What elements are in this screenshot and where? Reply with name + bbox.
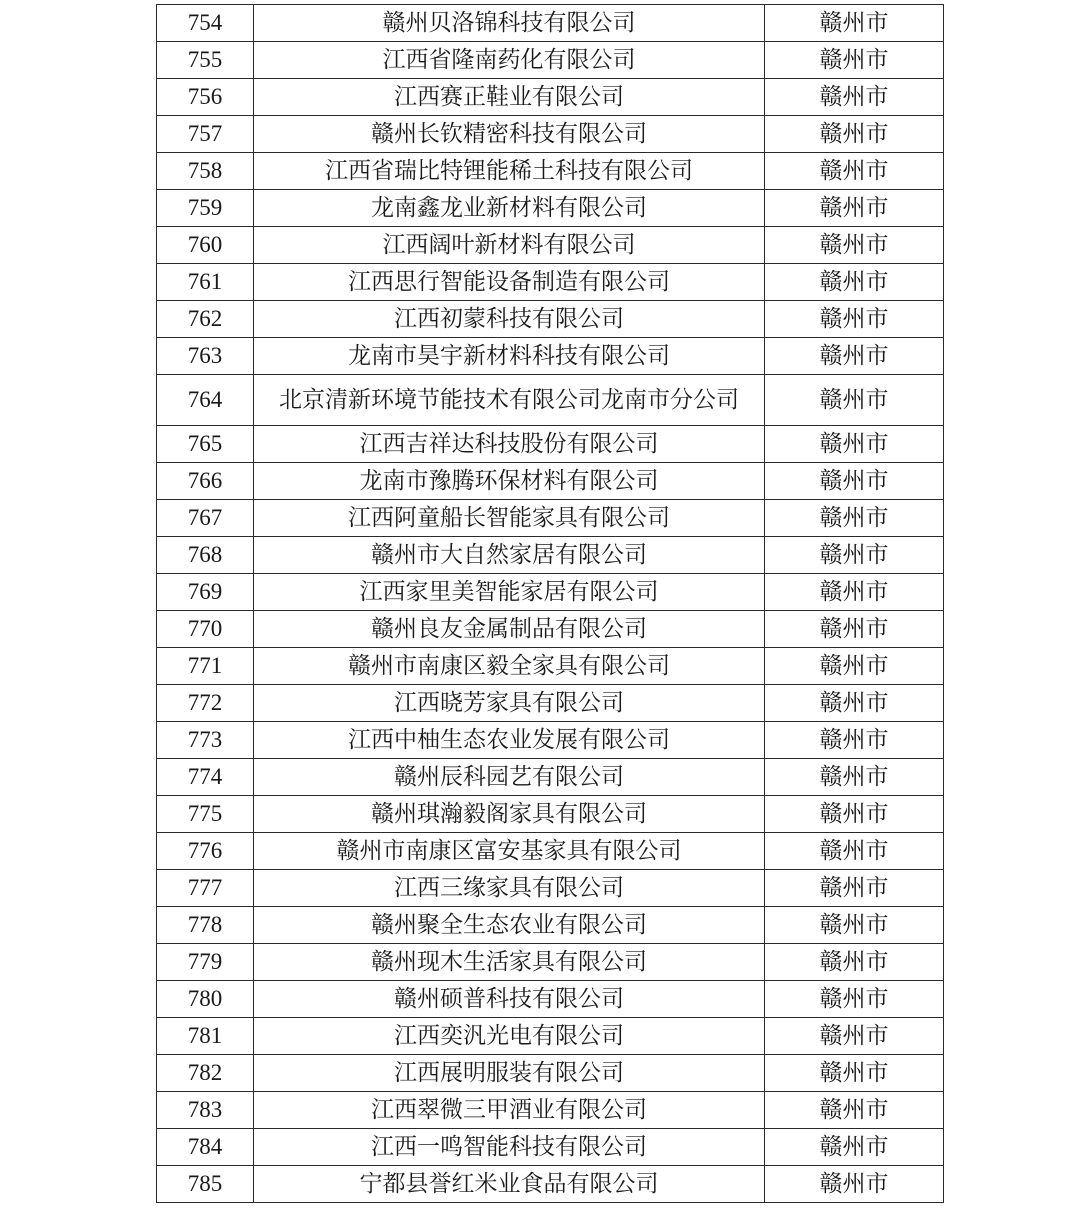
- company-name: 江西赛正鞋业有限公司: [254, 79, 765, 116]
- table-row: [157, 722, 944, 759]
- city-name: 赣州市: [765, 537, 944, 574]
- company-name: 赣州长钦精密科技有限公司: [254, 116, 765, 153]
- city-name: 赣州市: [765, 301, 944, 338]
- city-name: 赣州市: [765, 685, 944, 722]
- city-name: 赣州市: [765, 833, 944, 870]
- row-number: 760: [157, 227, 254, 264]
- row-number: 767: [157, 500, 254, 537]
- city-name: 赣州市: [765, 264, 944, 301]
- city-name: 赣州市: [765, 648, 944, 685]
- city-name: 赣州市: [765, 190, 944, 227]
- row-number: 785: [157, 1166, 254, 1203]
- company-name: 赣州琪瀚毅阁家具有限公司: [254, 796, 765, 833]
- table-row: [157, 116, 944, 153]
- city-name: 赣州市: [765, 722, 944, 759]
- table-row: [157, 301, 944, 338]
- city-name: 赣州市: [765, 500, 944, 537]
- city-name: 赣州市: [765, 1166, 944, 1203]
- table-row: [157, 685, 944, 722]
- company-name: 北京清新环境节能技术有限公司龙南市分公司: [254, 375, 765, 426]
- city-name: 赣州市: [765, 574, 944, 611]
- table-row: [157, 1055, 944, 1092]
- company-name: 江西家里美智能家居有限公司: [254, 574, 765, 611]
- row-number: 756: [157, 79, 254, 116]
- company-name: 江西省瑞比特锂能稀土科技有限公司: [254, 153, 765, 190]
- row-number: 758: [157, 153, 254, 190]
- row-number: 781: [157, 1018, 254, 1055]
- row-number: 784: [157, 1129, 254, 1166]
- table-row: [157, 537, 944, 574]
- row-number: 769: [157, 574, 254, 611]
- row-number: 768: [157, 537, 254, 574]
- table-row: [157, 426, 944, 463]
- company-name: 江西中柚生态农业发展有限公司: [254, 722, 765, 759]
- row-number: 773: [157, 722, 254, 759]
- row-number: 766: [157, 463, 254, 500]
- table-row: [157, 463, 944, 500]
- city-name: 赣州市: [765, 227, 944, 264]
- city-name: 赣州市: [765, 116, 944, 153]
- city-name: 赣州市: [765, 759, 944, 796]
- company-name: 赣州硕普科技有限公司: [254, 981, 765, 1018]
- row-number: 777: [157, 870, 254, 907]
- city-name: 赣州市: [765, 5, 944, 42]
- table-row: [157, 153, 944, 190]
- row-number: 782: [157, 1055, 254, 1092]
- table-row: [157, 1092, 944, 1129]
- table-row: [157, 648, 944, 685]
- row-number: 761: [157, 264, 254, 301]
- company-name: 宁都县誉红米业食品有限公司: [254, 1166, 765, 1203]
- table-row: [157, 796, 944, 833]
- row-number: 762: [157, 301, 254, 338]
- table-row: [157, 1129, 944, 1166]
- company-name: 江西阔叶新材料有限公司: [254, 227, 765, 264]
- company-name: 赣州良友金属制品有限公司: [254, 611, 765, 648]
- table-row: [157, 981, 944, 1018]
- row-number: 776: [157, 833, 254, 870]
- company-name: 赣州现木生活家具有限公司: [254, 944, 765, 981]
- table-row: [157, 1166, 944, 1203]
- city-name: 赣州市: [765, 42, 944, 79]
- table-row: [157, 227, 944, 264]
- row-number: 783: [157, 1092, 254, 1129]
- row-number: 759: [157, 190, 254, 227]
- company-name: 江西吉祥达科技股份有限公司: [254, 426, 765, 463]
- city-name: 赣州市: [765, 1092, 944, 1129]
- city-name: 赣州市: [765, 907, 944, 944]
- enterprise-list-table: [156, 4, 944, 1203]
- city-name: 赣州市: [765, 981, 944, 1018]
- table-row: [157, 870, 944, 907]
- company-name: 江西省隆南药化有限公司: [254, 42, 765, 79]
- row-number: 765: [157, 426, 254, 463]
- company-name: 赣州市南康区毅全家具有限公司: [254, 648, 765, 685]
- row-number: 780: [157, 981, 254, 1018]
- city-name: 赣州市: [765, 375, 944, 426]
- company-name: 赣州市南康区富安基家具有限公司: [254, 833, 765, 870]
- city-name: 赣州市: [765, 944, 944, 981]
- table-row: [157, 611, 944, 648]
- company-name: 江西三缘家具有限公司: [254, 870, 765, 907]
- company-name: 赣州聚全生态农业有限公司: [254, 907, 765, 944]
- company-name: 龙南市昊宇新材料科技有限公司: [254, 338, 765, 375]
- row-number: 764: [157, 375, 254, 426]
- city-name: 赣州市: [765, 611, 944, 648]
- table-row: [157, 338, 944, 375]
- row-number: 774: [157, 759, 254, 796]
- table-row: [157, 500, 944, 537]
- city-name: 赣州市: [765, 426, 944, 463]
- city-name: 赣州市: [765, 1129, 944, 1166]
- table-row: [157, 42, 944, 79]
- table-body: [157, 5, 944, 1203]
- table-row: [157, 1018, 944, 1055]
- company-name: 江西阿童船长智能家具有限公司: [254, 500, 765, 537]
- city-name: 赣州市: [765, 338, 944, 375]
- company-name: 赣州辰科园艺有限公司: [254, 759, 765, 796]
- city-name: 赣州市: [765, 870, 944, 907]
- row-number: 772: [157, 685, 254, 722]
- row-number: 754: [157, 5, 254, 42]
- company-name: 赣州贝洛锦科技有限公司: [254, 5, 765, 42]
- company-name: 江西晓芳家具有限公司: [254, 685, 765, 722]
- company-name: 江西展明服装有限公司: [254, 1055, 765, 1092]
- row-number: 763: [157, 338, 254, 375]
- city-name: 赣州市: [765, 1018, 944, 1055]
- row-number: 775: [157, 796, 254, 833]
- company-name: 江西翠微三甲酒业有限公司: [254, 1092, 765, 1129]
- table-row: [157, 5, 944, 42]
- table-row: [157, 759, 944, 796]
- row-number: 755: [157, 42, 254, 79]
- table-row: [157, 190, 944, 227]
- city-name: 赣州市: [765, 153, 944, 190]
- table-row: [157, 944, 944, 981]
- company-name: 龙南鑫龙业新材料有限公司: [254, 190, 765, 227]
- row-number: 779: [157, 944, 254, 981]
- table-row: [157, 907, 944, 944]
- city-name: 赣州市: [765, 796, 944, 833]
- company-name: 江西思行智能设备制造有限公司: [254, 264, 765, 301]
- city-name: 赣州市: [765, 1055, 944, 1092]
- table-row: [157, 264, 944, 301]
- company-name: 江西奕汎光电有限公司: [254, 1018, 765, 1055]
- city-name: 赣州市: [765, 79, 944, 116]
- table-row: [157, 574, 944, 611]
- city-name: 赣州市: [765, 463, 944, 500]
- table-row: [157, 79, 944, 116]
- company-name: 龙南市豫腾环保材料有限公司: [254, 463, 765, 500]
- company-name: 江西一鸣智能科技有限公司: [254, 1129, 765, 1166]
- row-number: 757: [157, 116, 254, 153]
- company-name: 江西初蒙科技有限公司: [254, 301, 765, 338]
- company-name: 赣州市大自然家居有限公司: [254, 537, 765, 574]
- row-number: 771: [157, 648, 254, 685]
- row-number: 770: [157, 611, 254, 648]
- table-row: [157, 833, 944, 870]
- table-row: [157, 375, 944, 426]
- row-number: 778: [157, 907, 254, 944]
